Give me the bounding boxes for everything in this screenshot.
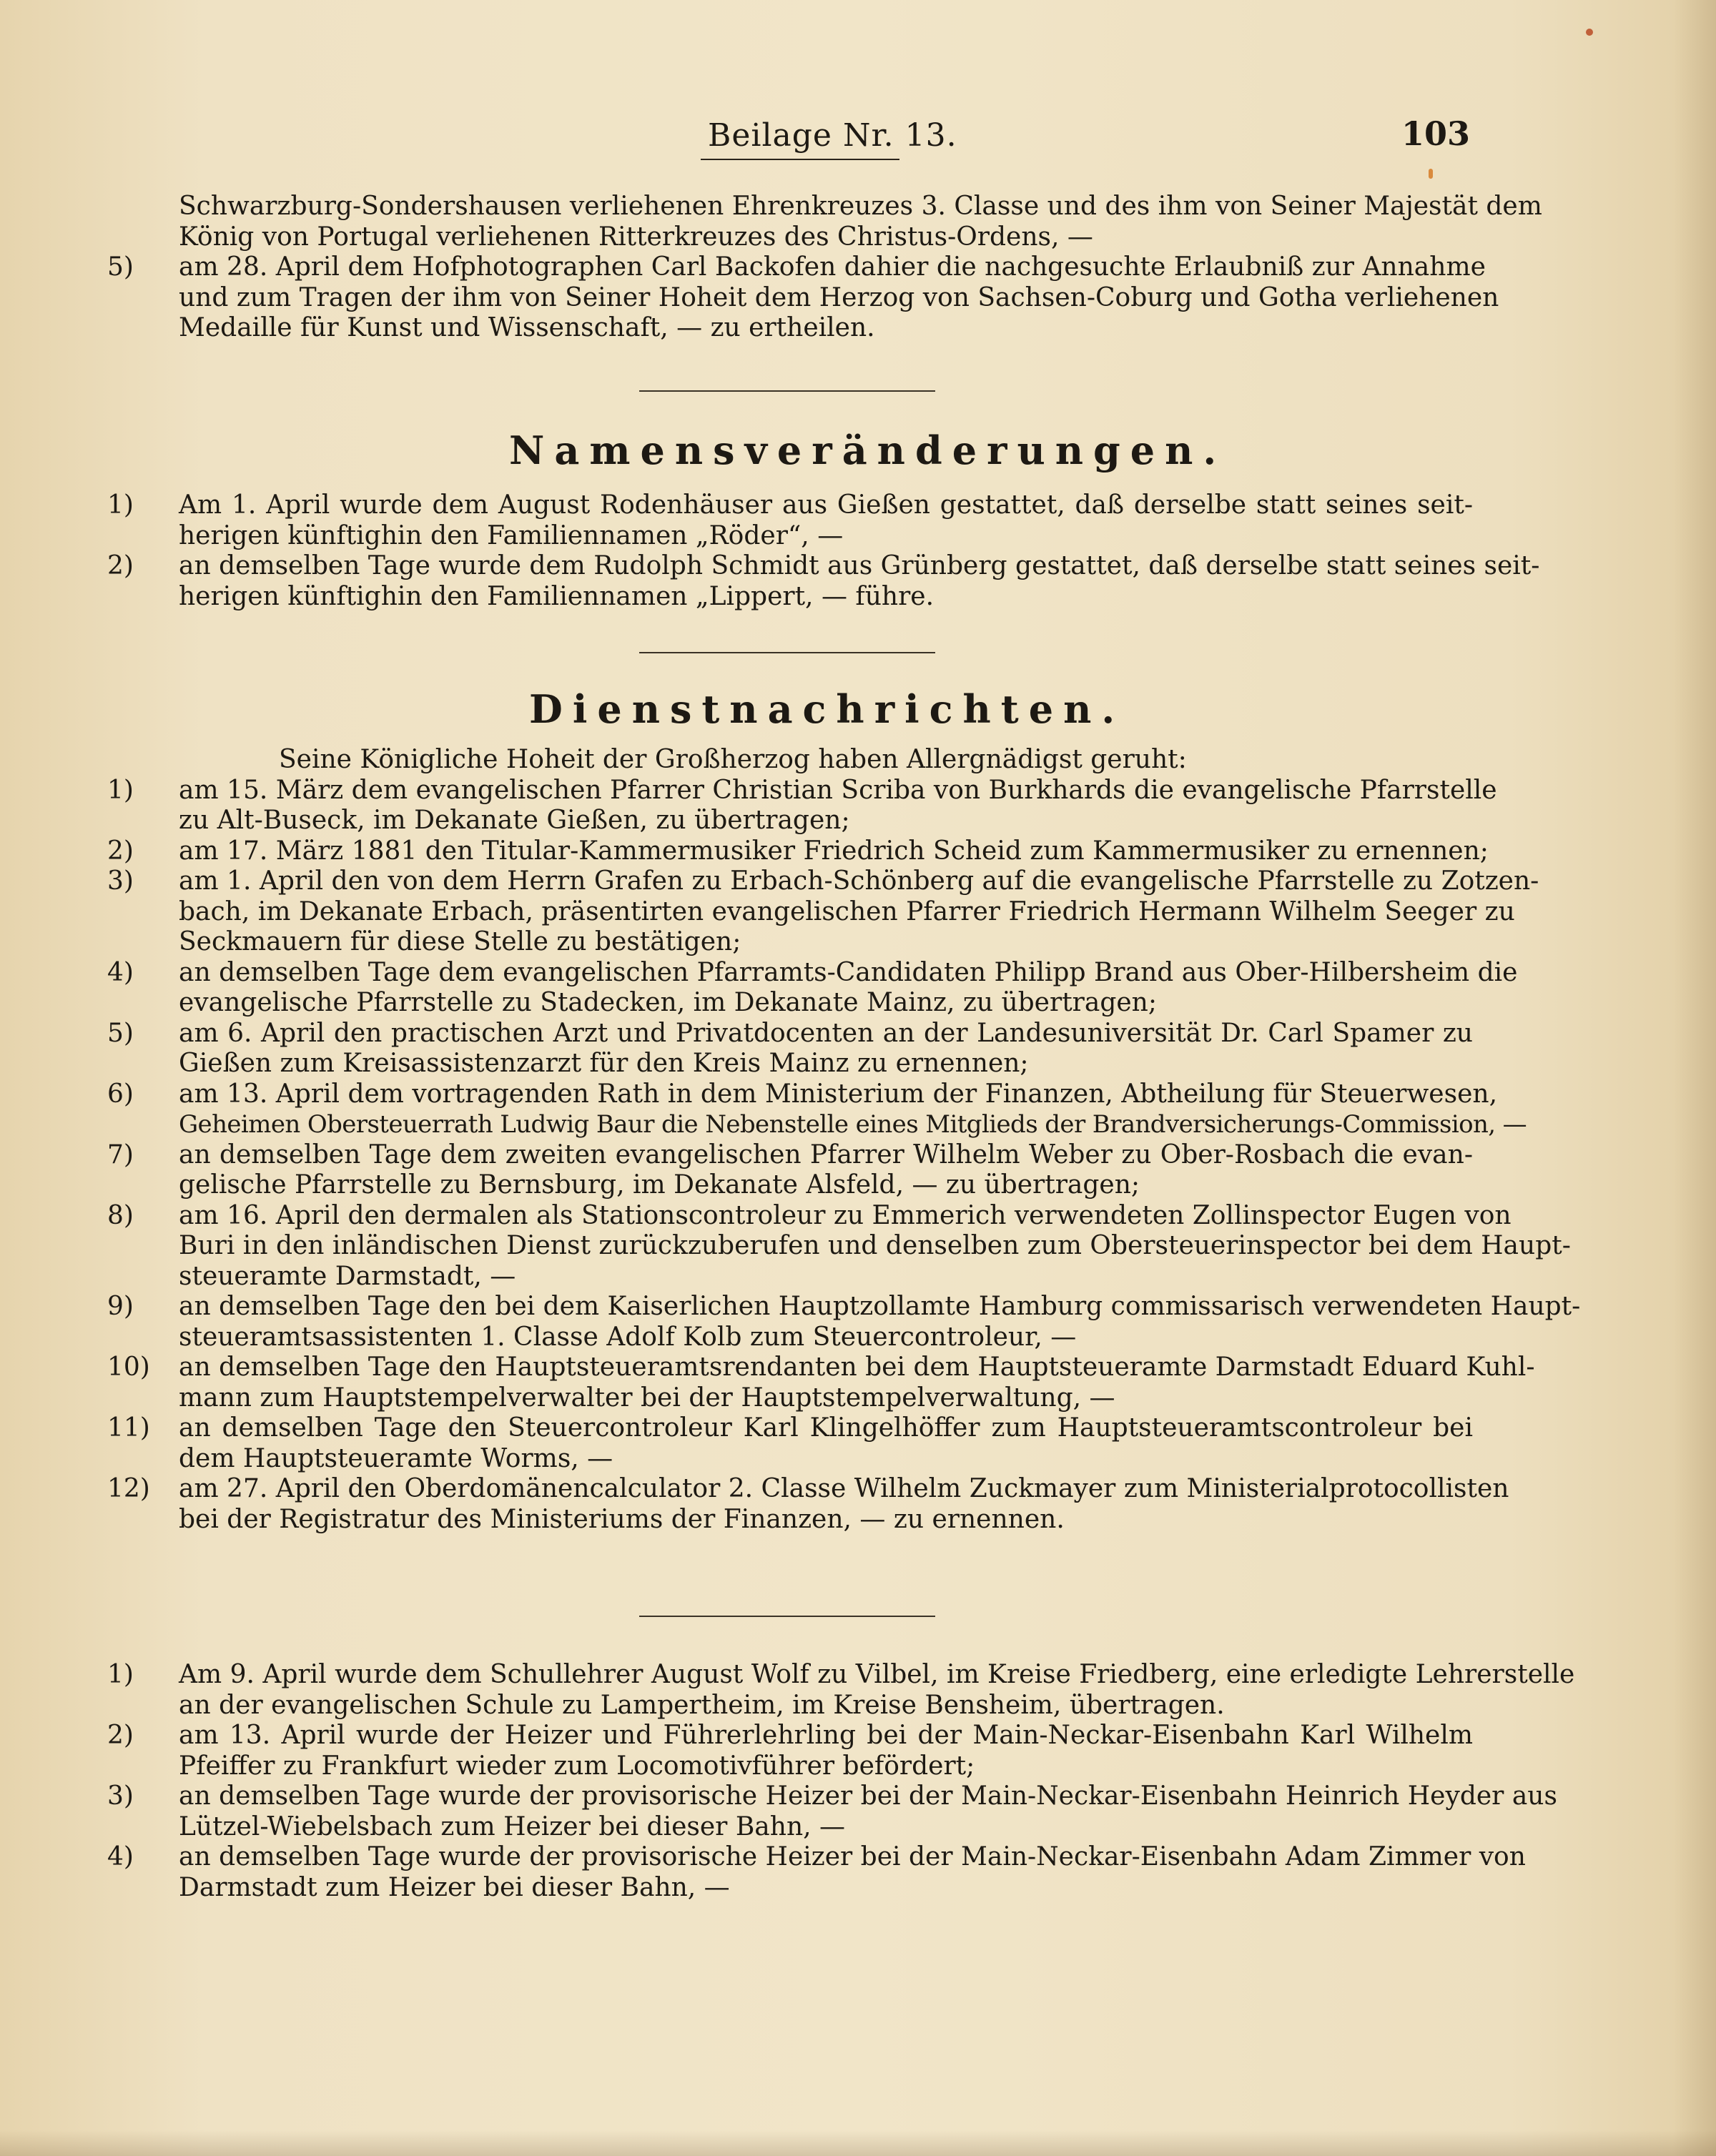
text-line: Schwarzburg-Sondershausen verliehenen Ehrenkreuzes 3. Classe und des ihm von Seiner Majestät dem [179, 192, 1542, 221]
page-header-title: Beilage Nr. 13. [708, 117, 957, 154]
text-line: evangelische Pfarrstelle zu Stadecken, im Dekanate Mainz, zu übertragen; [179, 988, 1157, 1017]
dienstnachrichten-list [107, 745, 1581, 1535]
item-text: am 1. April den von dem Herrn Grafen zu Erbach-Schönberg auf die evangelische Pfarrstelle zu Zotzen- [179, 866, 1539, 896]
item-text: Am 9. April wurde dem Schullehrer August Wolf zu Vilbel, im Kreise Friedberg, eine erledigte Lehrerstelle [179, 1660, 1575, 1689]
item-text: am 13. April wurde der Heizer und Führerlehrling bei der Main-Neckar-Eisenbahn Karl Wilhelm [179, 1721, 1473, 1750]
list-item [107, 551, 1540, 582]
paper-stain [1429, 169, 1433, 179]
continuation-block [107, 192, 1542, 344]
list-item [107, 1781, 1557, 1812]
item-number: 2) [107, 1721, 134, 1750]
item-number: 1) [107, 1660, 134, 1689]
text-line: gelische Pfarrstelle zu Bernsburg, im Dekanate Alsfeld, — zu übertragen; [179, 1170, 1140, 1200]
list-item [107, 1292, 1581, 1322]
item-number: 5) [107, 252, 134, 282]
text-line: Gießen zum Kreisassistenzarzt für den Kreis Mainz zu ernennen; [179, 1049, 1029, 1078]
section-heading-namensveraenderungen: Namensveränderungen. [509, 427, 1227, 473]
text-line: Darmstadt zum Heizer bei dieser Bahn, — [179, 1872, 730, 1902]
item-text: am 17. März 1881 den Titular-Kammermusiker Friedrich Scheid zum Kammermusiker zu ernennen; [179, 836, 1489, 866]
item-number: 6) [107, 1079, 134, 1109]
text-line: bach, im Dekanate Erbach, präsentirten evangelischen Pfarrer Friedrich Hermann Wilhelm Seeger zu [179, 896, 1515, 926]
list-item [107, 252, 1486, 283]
list-item [107, 1721, 1473, 1751]
section-divider [639, 1616, 935, 1617]
item-number: 9) [107, 1292, 134, 1321]
text-line: mann zum Hauptstempelverwalter bei der Hauptstempelverwaltung, — [179, 1383, 1115, 1413]
section-intro: Seine Königliche Hoheit der Großherzog haben Allergnädigst geruht: [279, 745, 1187, 774]
list-item [107, 1842, 1526, 1873]
item-text: an demselben Tage den bei dem Kaiserlichen Hauptzollamte Hamburg commissarisch verwendeten Haupt- [179, 1292, 1581, 1321]
text-line: Seckmauern für diese Stelle zu bestätigen; [179, 927, 741, 956]
list-item [107, 1018, 1473, 1049]
text-line: Lützel-Wiebelsbach zum Heizer bei dieser Bahn, — [179, 1811, 846, 1841]
text-line: herigen künftighin den Familiennamen „Röder“, — [179, 520, 844, 550]
item-number: 4) [107, 957, 134, 987]
namensveraenderungen-list [107, 490, 1540, 612]
text-line: bei der Registratur des Ministeriums der Finanzen, — zu ernennen. [179, 1504, 1065, 1534]
item-number: 4) [107, 1842, 134, 1871]
text-line: herigen künftighin den Familiennamen „Lippert, — führe. [179, 581, 935, 611]
text-line: Geheimen Obersteuerrath Ludwig Baur die Nebenstelle eines Mitglieds der Brandversicherungs-Commission, — [179, 1110, 1527, 1139]
item-text: am 27. April den Oberdomänencalculator 2. Classe Wilhelm Zuckmayer zum Ministerialprotocollisten [179, 1474, 1509, 1503]
section-divider [639, 390, 935, 392]
item-number: 8) [107, 1200, 134, 1230]
section-divider [639, 652, 935, 653]
list-item [107, 1474, 1509, 1505]
item-text: an demselben Tage wurde der provisorische Heizer bei der Main-Neckar-Eisenbahn Heinrich Heyder aus [179, 1781, 1557, 1811]
page-number: 103 [1401, 114, 1471, 153]
final-section-list [107, 1660, 1575, 1903]
item-text: an demselben Tage dem evangelischen Pfarramts-Candidaten Philipp Brand aus Ober-Hilbersheim die [179, 957, 1518, 987]
text-line: Pfeiffer zu Frankfurt wieder zum Locomotivführer befördert; [179, 1751, 975, 1781]
item-number: 1) [107, 775, 134, 805]
page-bottom-shadow [0, 2130, 1716, 2156]
item-number: 11) [107, 1413, 150, 1443]
item-text: an demselben Tage den Steuercontroleur Karl Klingelhöffer zum Hauptsteueramtscontroleur bei [179, 1413, 1473, 1443]
item-text: am 13. April dem vortragenden Rath in dem Ministerium der Finanzen, Abtheilung für Steuerwesen, [179, 1079, 1498, 1109]
list-item [107, 866, 1539, 897]
item-text: am 6. April den practischen Arzt und Privatdocenten an der Landesuniversität Dr. Carl Spamer zu [179, 1018, 1473, 1048]
item-number: 2) [107, 551, 134, 580]
list-item [107, 1079, 1498, 1110]
item-number: 2) [107, 836, 134, 866]
text-line: Medaille für Kunst und Wissenschaft, — zu ertheilen. [179, 313, 875, 342]
item-text: am 15. März dem evangelischen Pfarrer Christian Scriba von Burkhards die evangelische Pfarrstelle [179, 775, 1497, 805]
item-number: 3) [107, 1781, 134, 1811]
text-line: zu Alt-Buseck, im Dekanate Gießen, zu übertragen; [179, 806, 850, 835]
item-number: 7) [107, 1139, 134, 1170]
item-text: an demselben Tage wurde der provisorische Heizer bei der Main-Neckar-Eisenbahn Adam Zimmer von [179, 1842, 1526, 1871]
item-text: an demselben Tage dem zweiten evangelischen Pfarrer Wilhelm Weber zu Ober-Rosbach die evan- [179, 1139, 1473, 1170]
item-number: 5) [107, 1018, 134, 1048]
page-edge-shadow [1673, 0, 1716, 2156]
text-line: steueramtsassistenten 1. Classe Adolf Kolb zum Steuercontroleur, — [179, 1322, 1077, 1352]
text-line: steueramte Darmstadt, — [179, 1261, 516, 1291]
item-text: Am 1. April wurde dem August Rodenhäuser aus Gießen gestattet, daß derselbe statt seines seit- [179, 490, 1473, 520]
text-line: König von Portugal verliehenen Ritterkreuzes des Christus-Ordens, — [179, 222, 1093, 252]
text-line: und zum Tragen der ihm von Seiner Hoheit dem Herzog von Sachsen-Coburg und Gotha verliehenen [179, 282, 1499, 312]
list-item [107, 1413, 1473, 1444]
paper-stain [1586, 29, 1593, 36]
list-item [107, 1200, 1512, 1232]
item-text: an demselben Tage den Hauptsteueramtsrendanten bei dem Hauptsteueramte Darmstadt Eduard Kuhl- [179, 1353, 1535, 1382]
item-text: an demselben Tage wurde dem Rudolph Schmidt aus Grünberg gestattet, daß derselbe statt seines seit- [179, 551, 1540, 580]
item-text: am 28. April dem Hofphotographen Carl Backofen dahier die nachgesuchte Erlaubniß zur Annahme [179, 252, 1486, 282]
list-item [107, 1353, 1535, 1383]
item-number: 10) [107, 1353, 150, 1382]
list-item [107, 490, 1473, 521]
section-heading-dienstnachrichten: Dienstnachrichten. [529, 686, 1125, 732]
list-item [107, 1139, 1473, 1171]
list-item [107, 1660, 1575, 1691]
text-line: Buri in den inländischen Dienst zurückzuberufen und denselben zum Obersteuerinspector bei dem Haupt- [179, 1231, 1571, 1260]
text-line: dem Hauptsteueramte Worms, — [179, 1443, 613, 1473]
item-number: 3) [107, 866, 134, 896]
header-underline [701, 159, 899, 160]
list-item [107, 836, 1489, 867]
text-line: an der evangelischen Schule zu Lampertheim, im Kreise Bensheim, übertragen. [179, 1690, 1225, 1720]
list-item [107, 775, 1497, 806]
item-text: am 16. April den dermalen als Stationscontroleur zu Emmerich verwendeten Zollinspector Eugen von [179, 1200, 1512, 1230]
item-number: 1) [107, 490, 134, 520]
item-number: 12) [107, 1474, 150, 1503]
list-item [107, 957, 1518, 989]
